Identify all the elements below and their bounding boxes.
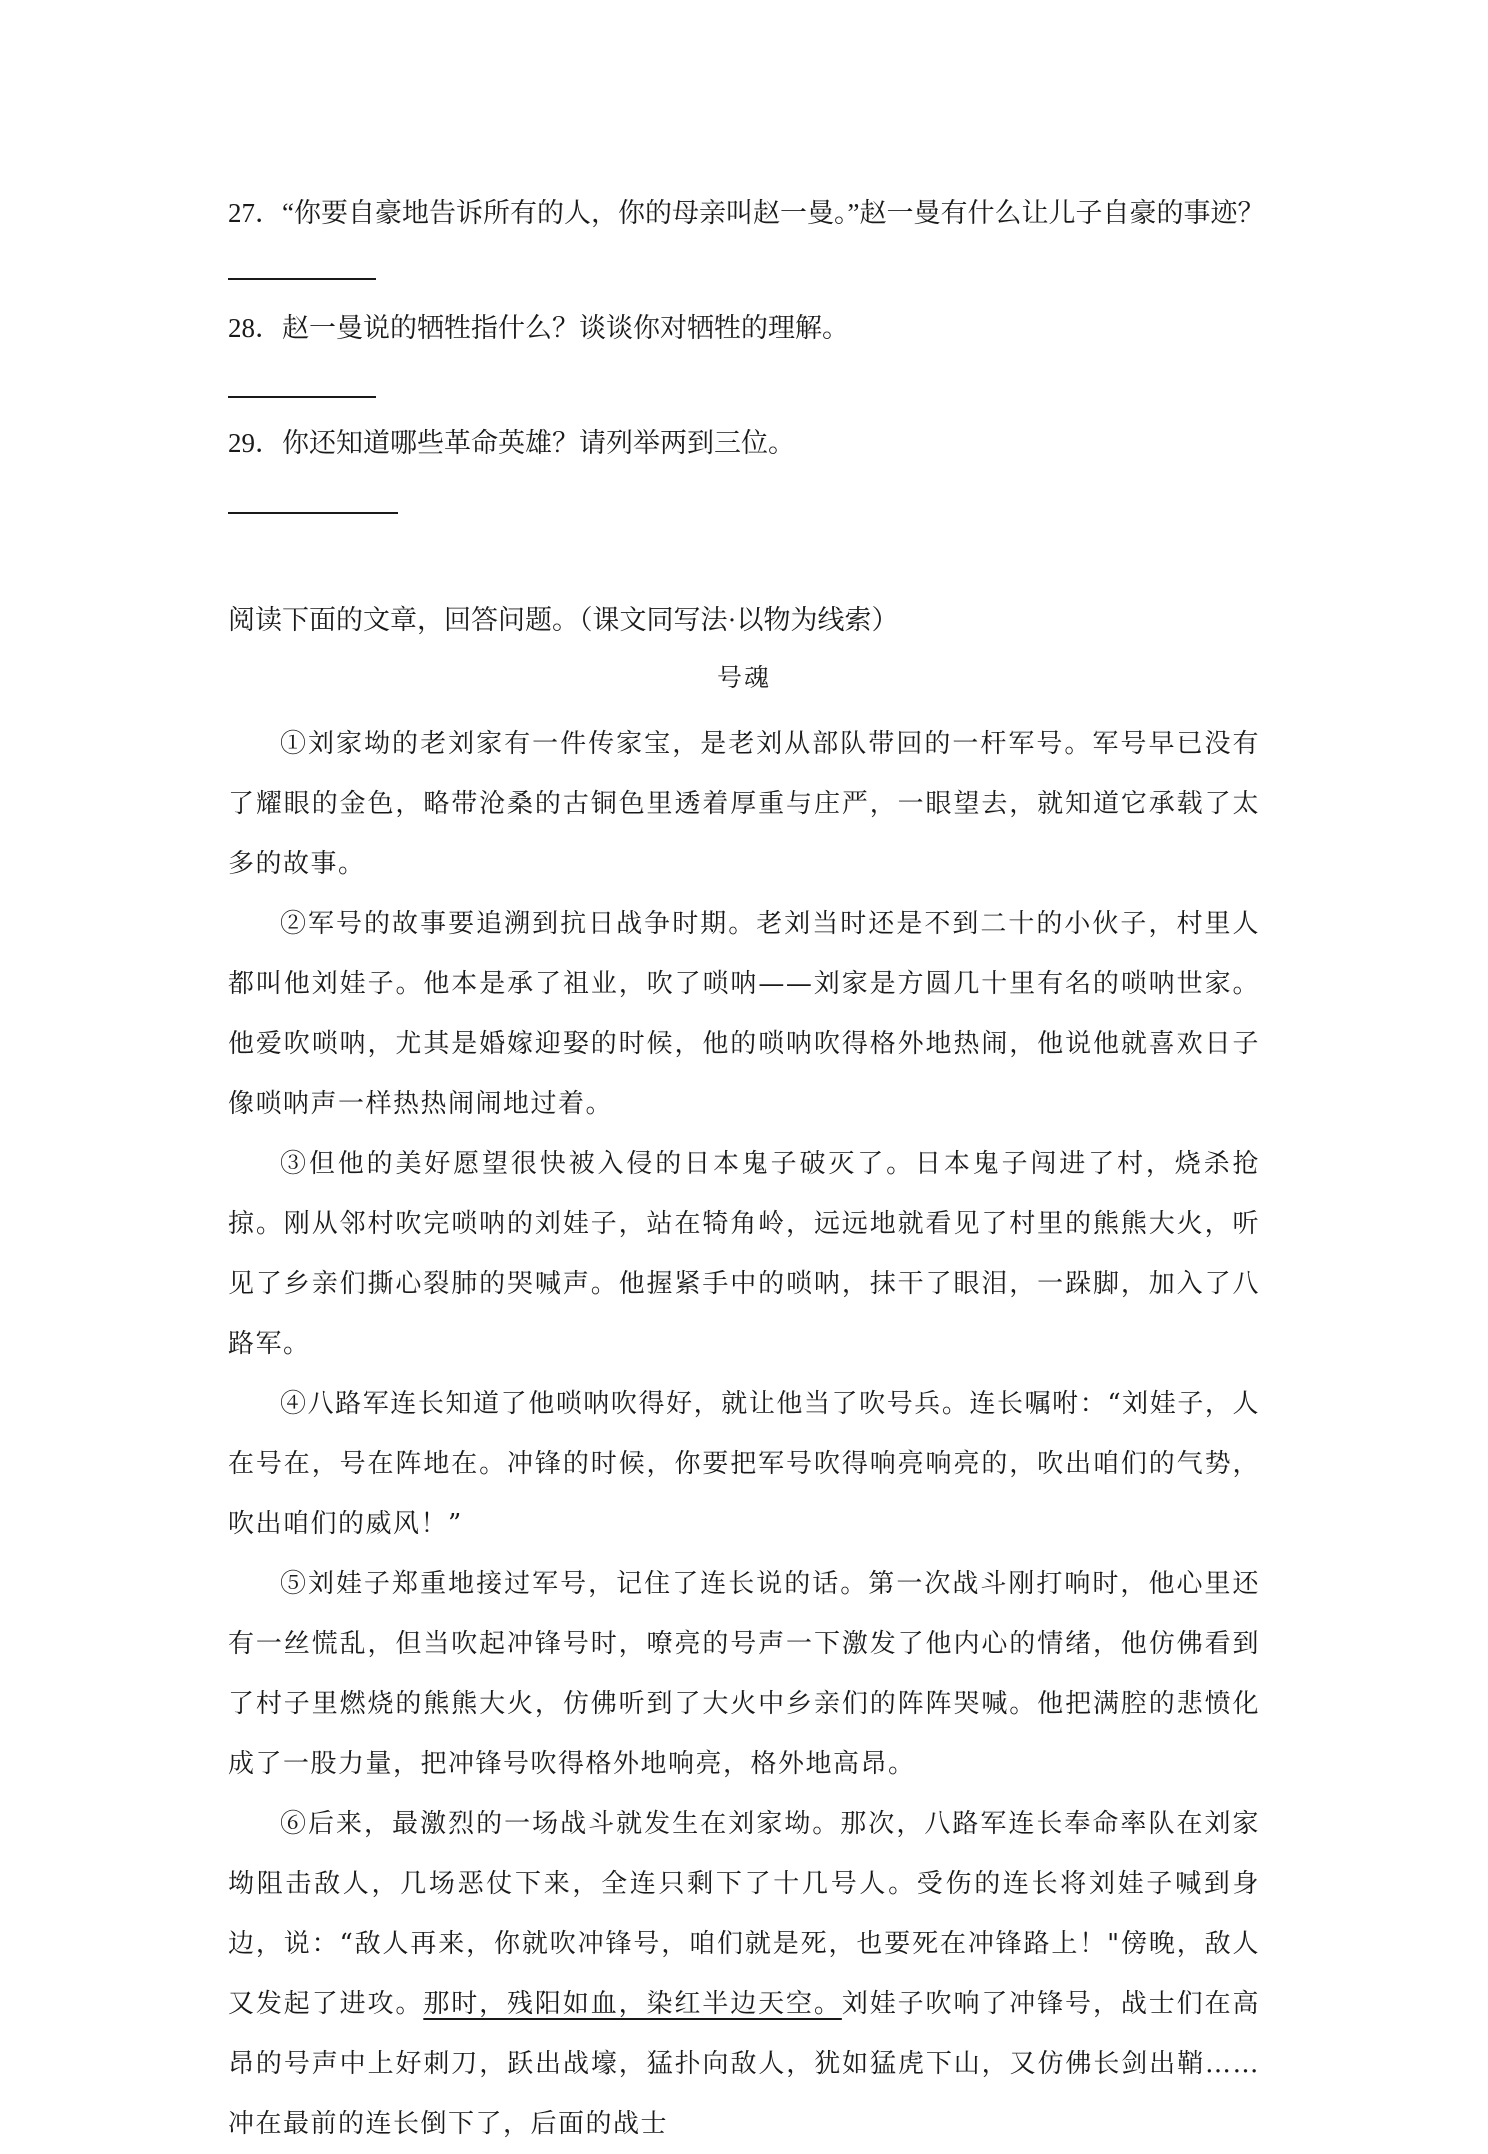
article-paragraph: ⑤刘娃子郑重地接过军号，记住了连长说的话。第一次战斗刚打响时，他心里还有一丝慌乱，但当吹起冲锋号时，嘹亮的号声一下激发了他内心的情绪，他仿佛看到了村子里燃烧的熊熊大火，仿佛听到了大火中乡亲们的阵阵哭喊。他把满腔的悲愤化成了一股力量，把冲锋号吹得格外地响亮，格外地高昂。 (228, 1569, 1260, 1779)
question-number: 27． (228, 198, 282, 228)
question-number: 28． (228, 313, 282, 343)
answer-blank-28[interactable] (228, 396, 376, 398)
question-28 (228, 308, 849, 348)
paragraph-text: ⑥后来，最激烈的一场战斗就发生在刘家坳。那次，八路军连长奉命率队在刘家坳阻击敌人，几场恶仗下来，全连只剩下了十几号人。受伤的连长将刘娃子喊到身边，说：“敌人再来，你就吹冲锋号，咱们就是死，也要死在冲锋路上！"傍晚，敌人又发起了进攻。 (228, 1809, 1260, 2019)
article-paragraph: ④八路军连长知道了他唢呐吹得好，就让他当了吹号兵。连长嘱咐：“刘娃子，人在号在，号在阵地在。冲锋的时候，你要把军号吹得响亮响亮的，吹出咱们的气势，吹出咱们的威风！” (228, 1389, 1260, 1539)
article-paragraph: ②军号的故事要追溯到抗日战争时期。老刘当时还是不到二十的小伙子，村里人都叫他刘娃子。他本是承了祖业，吹了唢呐——刘家是方圆几十里有名的唢呐世家。他爱吹唢呐，尤其是婚嫁迎娶的时候，他的唢呐吹得格外地热闹，他说他就喜欢日子像唢呐声一样热热闹闹地过着。 (228, 909, 1260, 1119)
answer-blank-27[interactable] (228, 278, 376, 280)
underlined-sentence: 那时，残阳如血，染红半边天空。 (423, 1989, 842, 2019)
article-paragraph: ③但他的美好愿望很快被入侵的日本鬼子破灭了。日本鬼子闯进了村，烧杀抢掠。刚从邻村吹完唢呐的刘娃子，站在犄角岭，远远地就看见了村里的熊熊大火，听见了乡亲们撕心裂肺的哭喊声。他握紧手中的唢呐，抹干了眼泪，一跺脚，加入了八路军。 (228, 1149, 1260, 1359)
article-paragraph: ①刘家坳的老刘家有一件传家宝，是老刘从部队带回的一杆军号。军号早已没有了耀眼的金色，略带沧桑的古铜色里透着厚重与庄严，一眼望去，就知道它承载了太多的故事。 (228, 729, 1260, 879)
reading-instruction: 阅读下面的文章，回答问题。（课文同写法·以物为线索） (228, 605, 899, 635)
article-body (228, 714, 1260, 2154)
question-27 (228, 193, 1264, 233)
answer-blank-29[interactable] (228, 512, 398, 514)
question-text: 赵一曼说的牺牲指什么？谈谈你对牺牲的理解。 (282, 313, 849, 343)
question-text: 你还知道哪些革命英雄？请列举两到三位。 (282, 428, 795, 458)
question-text: “你要自豪地告诉所有的人，你的母亲叫赵一曼。”赵一曼有什么让儿子自豪的事迹？ (282, 198, 1265, 228)
question-number: 29． (228, 428, 282, 458)
paragraph-text: 刘娃子吹响了冲锋号，战士们在高昂的号声中上好刺刀，跃出战壕，猛扑向敌人，犹如猛虎下山，又仿佛长剑出鞘……冲在最前的连长倒下了，后面的战士 (228, 1989, 1260, 2139)
article-paragraph (228, 1794, 1260, 2154)
article-title: 号魂 (716, 663, 771, 692)
question-29 (228, 423, 795, 463)
